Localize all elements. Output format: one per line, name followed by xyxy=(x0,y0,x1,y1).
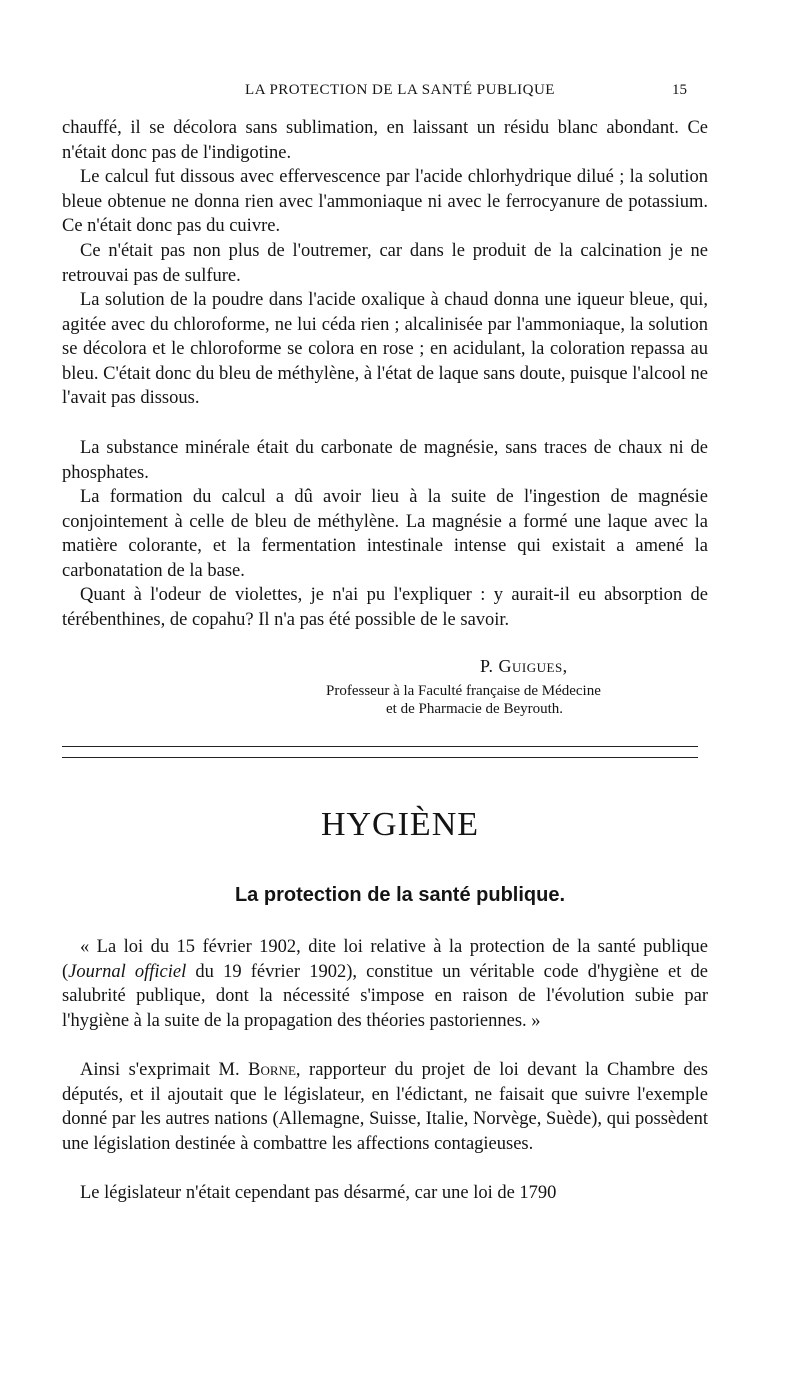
divider-rule-top xyxy=(62,746,698,747)
running-header: LA PROTECTION DE LA SANTÉ PUBLIQUE xyxy=(245,82,555,98)
section-heading: HYGIÈNE xyxy=(320,806,480,843)
borne-text-end: , rapporteur du projet de loi devant la Chambre des députés, et il ajoutait que le législateur, en l'édictant, ne faisait que suivre l'exemple donné par les autres nations (Allemagne, Suisse, Italie, Norvège, Suède), qui possèdent une législation destinée à combattre les affections contagieuses. xyxy=(62,1060,709,1154)
borne-text-start: Ainsi s'exprimait M. xyxy=(80,1060,249,1080)
borne-name: Borne xyxy=(248,1060,296,1080)
article-paragraph-quote xyxy=(62,935,708,1033)
signature-affiliation-line-2: et de Pharmacie de Beyrouth. xyxy=(386,701,564,717)
paragraph-formation-calcul: La formation du calcul a dû avoir lieu à la suite de l'ingestion de magnésie conjointement à celle de bleu de méthylène. La magnésie a formé une laque avec la matière colorante, et la fermentation intestinale intense qui existait a amené la carbonatation de la base. xyxy=(62,487,708,581)
paragraph-solution-oxalique: La solution de la poudre dans l'acide oxalique à chaud donna une iqueur bleue, qui, agitée avec du chloroforme, ne lui céda rien ; alcalinisée par l'ammoniaque, la solution se décolora et le chloroforme se colora en rose ; en acidulant, la coloration repassa au bleu. C'était donc du bleu de méthylène, à l'état de laque sans doute, puisque l'alcool ne l'avait pas dissous. xyxy=(62,290,709,409)
paragraph-calcul-dissous: Le calcul fut dissous avec effervescence par l'acide chlorhydrique dilué ; la solution bleue obtenue ne donna rien avec l'ammoniaque ni avec le ferrocyanure de potassium. Ce n'était donc pas du cuivre. xyxy=(62,167,708,237)
paragraph-continued: chauffé, il se décolora sans sublimation, en laissant un résidu blanc abondant. Ce n'était donc pas de l'indigotine. xyxy=(62,118,708,163)
paragraph-outremer: Ce n'était pas non plus de l'outremer, car dans le produit de la calcination je ne retrouvai pas de sulfure. xyxy=(62,241,708,286)
paragraph-odeur-violettes: Quant à l'odeur de violettes, je n'ai pu l'expliquer : y aurait-il eu absorption de térébenthines, de copahu? Il n'a pas été possible de le savoir. xyxy=(62,585,708,630)
article-title: La protection de la santé publique. xyxy=(234,884,566,906)
paragraph-substance-minerale: La substance minérale était du carbonate de magnésie, sans traces de chaux ni de phosphates. xyxy=(62,438,708,483)
divider-rule-bottom xyxy=(62,757,698,758)
quote-text-end: du 19 février 1902), constitue un véritable code d'hygiène et de salubrité publique, dont la nécessité s'impose en raison de l'évolution subie par l'hygiène à la suite de la propagation des théories pastoriennes. » xyxy=(62,961,708,1031)
page-number: 15 xyxy=(672,82,687,98)
signature-affiliation-line-1: Professeur à la Faculté française de Médecine xyxy=(326,683,601,699)
signature-name: P. Guigues, xyxy=(480,656,568,676)
article-paragraph-borne xyxy=(62,1058,708,1156)
article-paragraph-legislateur: Le législateur n'était cependant pas désarmé, car une loi de 1790 xyxy=(80,1183,557,1203)
quote-text-start: « La loi du 15 février 1902, dite loi relative à la protection de la santé publique ( xyxy=(62,937,708,982)
journal-title: Journal officiel xyxy=(68,961,187,982)
